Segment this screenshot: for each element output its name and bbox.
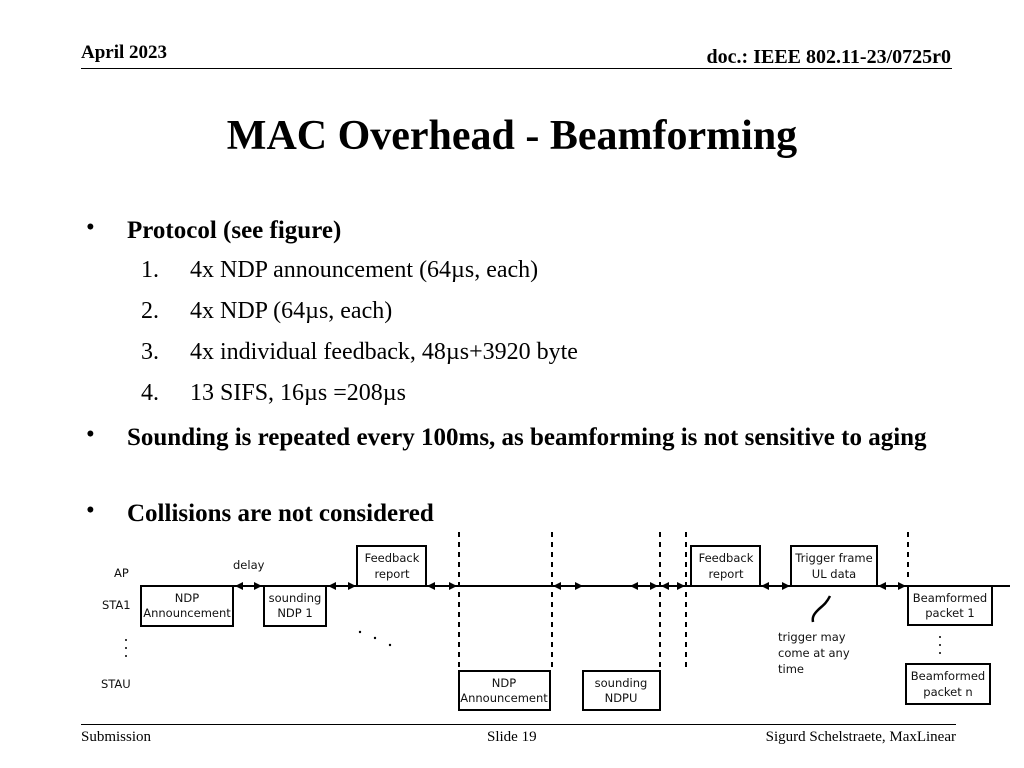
list-item-text: 13 SIFS, 16µs =208µs (190, 380, 406, 406)
list-item-number: 1. (141, 257, 159, 283)
list-item-text: 4x individual feedback, 48µs+3920 byte (190, 339, 578, 365)
feedback-report-1-line1: Feedback (364, 551, 420, 565)
feedback-report-2-line1: Feedback (698, 551, 754, 565)
beamformed-n-line1: Beamformed (910, 669, 986, 683)
bullet-sounding-text: Sounding is repeated every 100ms, as beamforming is not sensitive to aging (127, 424, 927, 451)
feedback-report-2-line2: report (708, 567, 744, 581)
ndp-announcement-2-line1: NDP (491, 676, 517, 690)
list-item-number: 2. (141, 298, 159, 324)
feedback-report-box-2 (691, 546, 760, 586)
ndp-announcement-box-2 (459, 671, 550, 710)
sounding-ndpu-line1: sounding (594, 676, 648, 690)
sounding-ndpu-line2: NDPU (604, 691, 638, 705)
bullet-dot: • (86, 421, 95, 448)
header-date: April 2023 (81, 42, 168, 63)
list-item-number: 3. (141, 339, 159, 365)
slide-title: MAC Overhead - Beamforming (226, 113, 798, 159)
trigger-frame-line2: UL data (811, 567, 857, 581)
callout-squiggle (813, 596, 830, 622)
bullet-dot: • (86, 214, 95, 241)
beamformed-packet-n-box (906, 664, 990, 704)
sounding-ndpu-box (583, 671, 660, 710)
list-item-text: 4x NDP announcement (64µs, each) (190, 257, 539, 283)
row-label-ap: AP (114, 566, 129, 580)
ndp-announcement-box-1 (141, 586, 233, 626)
bullet-dot: • (86, 497, 95, 524)
delay-label: delay (233, 558, 265, 572)
row-label-sta1: STA1 (102, 598, 131, 612)
feedback-report-1-line2: report (374, 567, 410, 581)
ndp-announcement-1-line1: NDP (174, 591, 200, 605)
list-item-text: 4x NDP (64µs, each) (190, 298, 393, 324)
note-line2: come at any (778, 646, 850, 660)
ndp-announcement-2-line2: Announcement (460, 691, 548, 705)
beamformed-n-line2: packet n (923, 685, 973, 699)
beamformed-packet-1-box (908, 586, 992, 625)
note-line3: time (778, 662, 804, 676)
footer-author: Sigurd Schelstraete, MaxLinear (765, 729, 956, 745)
row-label-stau: STAU (101, 677, 131, 691)
feedback-report-box-1 (357, 546, 426, 586)
ellipsis-icon (939, 636, 941, 654)
footer-divider (81, 724, 956, 725)
ndp-announcement-1-line2: Announcement (143, 606, 231, 620)
note-line1: trigger may (778, 630, 846, 644)
sounding-ndp1-line1: sounding (268, 591, 322, 605)
header-doc-id: doc.: IEEE 802.11-23/0725r0 (706, 46, 951, 68)
sounding-ndp1-box (264, 586, 326, 626)
trigger-frame-line1: Trigger frame (795, 551, 873, 565)
footer-submission: Submission (81, 729, 152, 745)
beamformed-1-line1: Beamformed (912, 591, 988, 605)
sounding-ndp1-line2: NDP 1 (277, 606, 313, 620)
ellipsis-icon (359, 631, 391, 646)
footer-slide-number: Slide 19 (487, 729, 537, 745)
bullet-protocol-text: Protocol (see figure) (127, 217, 342, 244)
trigger-frame-box (791, 546, 877, 586)
bullet-collisions-text: Collisions are not considered (127, 500, 434, 527)
ellipsis-icon (125, 639, 127, 657)
beamformed-1-line2: packet 1 (925, 606, 975, 620)
list-item-number: 4. (141, 380, 159, 406)
